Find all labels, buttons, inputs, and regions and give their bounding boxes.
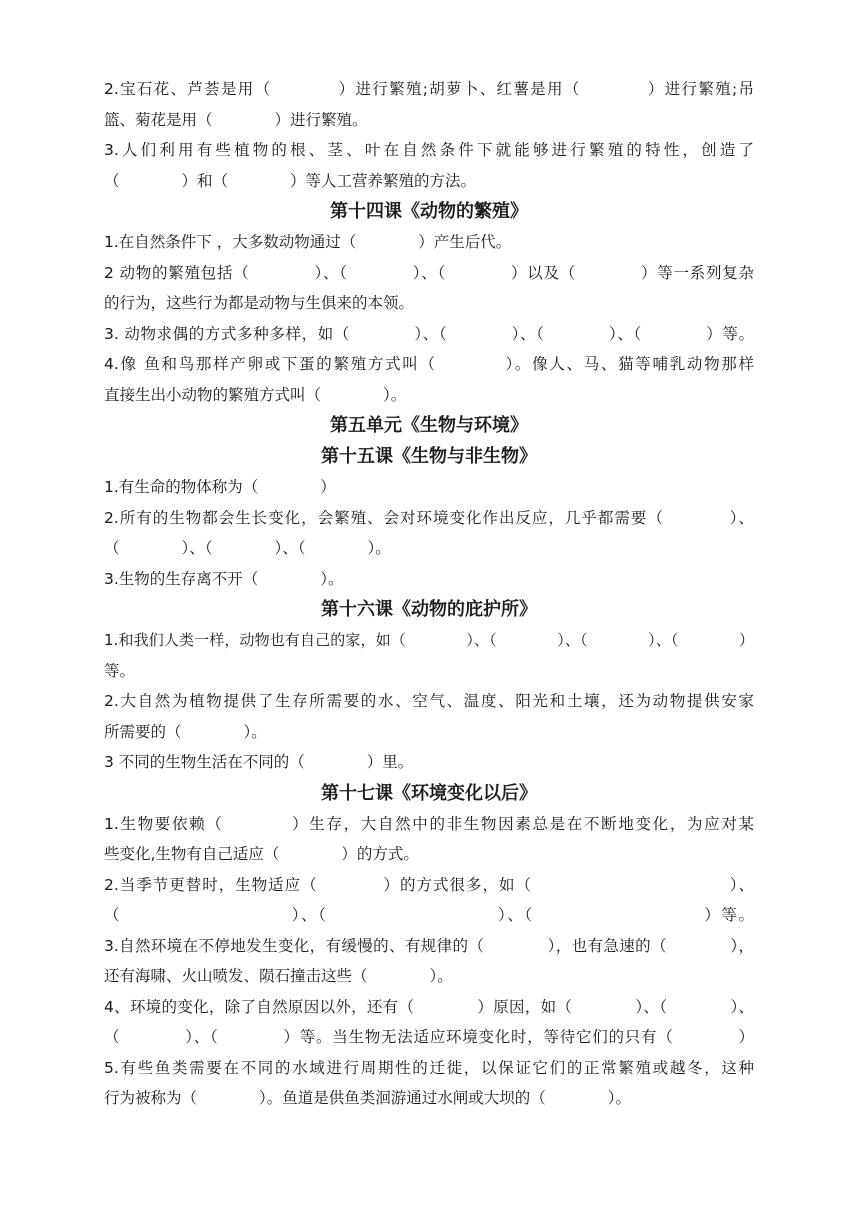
text-line: 1.生物要依赖（ ）生存，大自然中的非生物因素总是在不断地变化，为应对某: [104, 814, 754, 833]
text-line: 行为被称为（ ）。鱼道是供鱼类洄游通过水闸或大坝的（ ）。: [104, 1089, 632, 1107]
lesson-heading: 第五单元《生物与环境》: [330, 415, 528, 436]
text-line: 所需要的（ ）。: [104, 722, 267, 741]
text-line: （ ）、（ ）、（ ）等。: [104, 906, 754, 924]
text-line: 1.有生命的物体称为（ ）: [104, 478, 336, 496]
text-line: 4、环境的变化，除了自然原因以外，还有（ ）原因，如（ ）、（ ）、: [104, 997, 754, 1016]
lesson-heading: 第十五课《生物与非生物》: [321, 446, 537, 467]
text-line: （ ）、（ ）等。当生物无法适应环境变化时，等待它们的只有（ ）: [104, 1028, 754, 1046]
lesson-heading: 第十六课《动物的庇护所》: [321, 599, 537, 620]
text-line: 2.所有的生物都会生长变化，会繁殖、会对环境变化作出反应，几乎都需要（ ）、: [104, 508, 754, 527]
text-line: 直接生出小动物的繁殖方式叫（ ）。: [104, 385, 407, 404]
text-line: 4.像 鱼和鸟那样产卵或下蛋的繁殖方式叫（ ）。像人、马、猫等哺乳动物那样: [104, 355, 754, 373]
text-line: 2.当季节更替时，生物适应（ ）的方式很多，如（ ）、: [104, 875, 754, 894]
lesson-heading: 第十七课《环境变化以后》: [321, 782, 537, 804]
text-line: 3 不同的生物生活在不同的（ ）里。: [104, 753, 414, 771]
worksheet-content: [104, 74, 754, 1114]
text-line: 3.生物的生存离不开（ ）。: [104, 569, 344, 588]
text-line: 1.在自然条件下 ，大多数动物通过（ ）产生后代。: [104, 233, 512, 251]
text-line: 3.自然环境在不停地发生变化，有缓慢的、有规律的（ ），也有急速的（ ），: [104, 936, 754, 955]
text-line: 2.宝石花、芦荟是用（ ）进行繁殖;胡萝卜、红薯是用（ ）进行繁殖;吊: [104, 80, 754, 98]
text-line: 的行为，这些行为都是动物与生俱来的本领。: [104, 294, 415, 312]
text-line: （ ）、（ ）、（ ）。: [104, 539, 391, 557]
text-line: 3.人们利用有些植物的根、茎、叶在自然条件下就能够进行繁殖的特性，创造了: [104, 141, 754, 159]
text-line: （ ）和（ ）等人工营养繁殖的方法。: [104, 171, 477, 190]
text-line: 还有海啸、火山喷发、陨石撞击这些（ ）。: [104, 967, 453, 985]
lesson-heading: 第十四课《动物的繁殖》: [330, 201, 528, 222]
text-line: 1.和我们人类一样，动物也有自己的家，如（ ）、（ ）、（ ）、（ ）: [104, 631, 754, 649]
text-line: 3. 动物求偶的方式多种多样，如（ ）、（ ）、（ ）、（ ）等。: [104, 324, 755, 343]
text-line: 篮、菊花是用（ ）进行繁殖。: [104, 110, 368, 129]
text-line: 等。: [104, 661, 136, 680]
text-line: 2.大自然为植物提供了生存所需要的水、空气、温度、阳光和土壤，还为动物提供安家: [104, 692, 754, 710]
text-line: 些变化,生物有自己适应（ ）的方式。: [104, 845, 419, 863]
text-line: 2 动物的繁殖包括（ ）、（ ）、（ ）以及（ ）等一系列复杂: [104, 263, 754, 282]
text-line: 5.有些鱼类需要在不同的水域进行周期性的迁徙，以保证它们的正常繁殖或越冬，这种: [104, 1058, 754, 1077]
